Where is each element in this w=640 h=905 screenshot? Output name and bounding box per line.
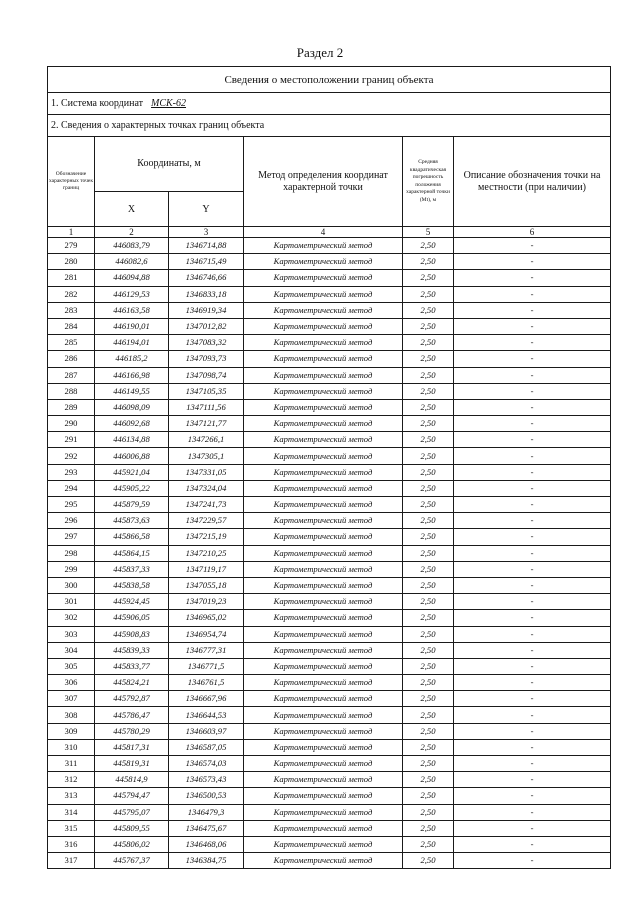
x-coordinate-cell: 445908,83 — [95, 626, 169, 642]
description-cell: - — [454, 497, 611, 513]
accuracy-cell: 2,50 — [403, 723, 454, 739]
y-coordinate-cell: 1347098,74 — [169, 367, 244, 383]
column-number: 5 — [403, 227, 454, 238]
x-coordinate-cell: 445873,63 — [95, 513, 169, 529]
accuracy-cell: 2,50 — [403, 594, 454, 610]
point-number-cell: 311 — [48, 756, 95, 772]
method-cell: Картометрический метод — [244, 836, 403, 852]
description-cell: - — [454, 513, 611, 529]
point-number-cell: 307 — [48, 691, 95, 707]
y-coordinate-cell: 1346777,31 — [169, 642, 244, 658]
accuracy-cell: 2,50 — [403, 286, 454, 302]
table-row — [48, 658, 611, 674]
x-coordinate-cell: 445824,21 — [95, 675, 169, 691]
table-row — [48, 238, 611, 254]
accuracy-cell: 2,50 — [403, 561, 454, 577]
y-coordinate-cell: 1346833,18 — [169, 286, 244, 302]
x-coordinate-cell: 446185,2 — [95, 351, 169, 367]
description-cell: - — [454, 756, 611, 772]
accuracy-cell: 2,50 — [403, 497, 454, 513]
description-cell: - — [454, 529, 611, 545]
accuracy-cell: 2,50 — [403, 642, 454, 658]
table-row — [48, 642, 611, 658]
table-row — [48, 270, 611, 286]
y-coordinate-cell: 1346468,06 — [169, 836, 244, 852]
x-coordinate-cell: 445809,55 — [95, 820, 169, 836]
y-coordinate-cell: 1347119,17 — [169, 561, 244, 577]
header-accuracy: Средняя квадратическая погрешность положения характерной точки (Mt), м — [403, 137, 454, 227]
method-cell: Картометрический метод — [244, 318, 403, 334]
table-row — [48, 513, 611, 529]
description-cell: - — [454, 448, 611, 464]
method-cell: Картометрический метод — [244, 675, 403, 691]
description-cell: - — [454, 772, 611, 788]
accuracy-cell: 2,50 — [403, 772, 454, 788]
table-row — [48, 432, 611, 448]
description-cell: - — [454, 707, 611, 723]
x-coordinate-cell: 446092,68 — [95, 416, 169, 432]
table-row — [48, 675, 611, 691]
x-coordinate-cell: 446134,88 — [95, 432, 169, 448]
point-number-cell: 284 — [48, 318, 95, 334]
table-row — [48, 756, 611, 772]
x-coordinate-cell: 445817,31 — [95, 739, 169, 755]
accuracy-cell: 2,50 — [403, 804, 454, 820]
accuracy-cell: 2,50 — [403, 448, 454, 464]
y-coordinate-cell: 1347229,57 — [169, 513, 244, 529]
description-cell: - — [454, 577, 611, 593]
accuracy-cell: 2,50 — [403, 270, 454, 286]
point-number-cell: 315 — [48, 820, 95, 836]
y-coordinate-cell: 1346603,97 — [169, 723, 244, 739]
accuracy-cell: 2,50 — [403, 529, 454, 545]
method-cell: Картометрический метод — [244, 707, 403, 723]
point-number-cell: 293 — [48, 464, 95, 480]
method-cell: Картометрический метод — [244, 820, 403, 836]
table-row — [48, 691, 611, 707]
point-number-cell: 299 — [48, 561, 95, 577]
banner-title: Сведения о местоположении границ объекта — [48, 67, 611, 93]
point-number-cell: 281 — [48, 270, 95, 286]
description-cell: - — [454, 254, 611, 270]
accuracy-cell: 2,50 — [403, 707, 454, 723]
point-number-cell: 305 — [48, 658, 95, 674]
table-row — [48, 561, 611, 577]
accuracy-cell: 2,50 — [403, 658, 454, 674]
y-coordinate-cell: 1346384,75 — [169, 853, 244, 869]
description-cell: - — [454, 836, 611, 852]
table-row — [48, 626, 611, 642]
point-number-cell: 317 — [48, 853, 95, 869]
section-title: Раздел 2 — [296, 45, 344, 60]
column-number: 4 — [244, 227, 403, 238]
method-cell: Картометрический метод — [244, 432, 403, 448]
table-row — [48, 594, 611, 610]
description-cell: - — [454, 286, 611, 302]
point-number-cell: 292 — [48, 448, 95, 464]
accuracy-cell: 2,50 — [403, 513, 454, 529]
table-row — [48, 772, 611, 788]
table-row — [48, 707, 611, 723]
method-cell: Картометрический метод — [244, 626, 403, 642]
point-number-cell: 309 — [48, 723, 95, 739]
x-coordinate-cell: 445806,02 — [95, 836, 169, 852]
header-point-number: Обозначение характерных точек границ — [48, 137, 95, 227]
method-cell: Картометрический метод — [244, 788, 403, 804]
y-coordinate-cell: 1346573,43 — [169, 772, 244, 788]
description-cell: - — [454, 302, 611, 318]
description-cell: - — [454, 238, 611, 254]
column-number: 3 — [169, 227, 244, 238]
header-method: Метод определения координат характерной точки — [244, 137, 403, 227]
method-cell: Картометрический метод — [244, 480, 403, 496]
y-coordinate-cell: 1347093,73 — [169, 351, 244, 367]
y-coordinate-cell: 1347055,18 — [169, 577, 244, 593]
description-cell: - — [454, 675, 611, 691]
y-coordinate-cell: 1347324,04 — [169, 480, 244, 496]
y-coordinate-cell: 1346667,96 — [169, 691, 244, 707]
column-number-row — [48, 227, 611, 238]
method-cell: Картометрический метод — [244, 691, 403, 707]
x-coordinate-cell: 445924,45 — [95, 594, 169, 610]
coordinate-system-value: МСК-62 — [151, 98, 187, 109]
accuracy-cell: 2,50 — [403, 610, 454, 626]
accuracy-cell: 2,50 — [403, 318, 454, 334]
accuracy-cell: 2,50 — [403, 416, 454, 432]
y-coordinate-cell: 1347266,1 — [169, 432, 244, 448]
accuracy-cell: 2,50 — [403, 464, 454, 480]
x-coordinate-cell: 445795,07 — [95, 804, 169, 820]
table-row — [48, 286, 611, 302]
method-cell: Картометрический метод — [244, 642, 403, 658]
table-row — [48, 497, 611, 513]
accuracy-cell: 2,50 — [403, 545, 454, 561]
description-cell: - — [454, 383, 611, 399]
table-row — [48, 723, 611, 739]
method-cell: Картометрический метод — [244, 756, 403, 772]
point-number-cell: 286 — [48, 351, 95, 367]
point-number-cell: 288 — [48, 383, 95, 399]
x-coordinate-cell: 445780,29 — [95, 723, 169, 739]
description-cell: - — [454, 853, 611, 869]
table-row — [48, 464, 611, 480]
accuracy-cell: 2,50 — [403, 351, 454, 367]
point-number-cell: 296 — [48, 513, 95, 529]
method-cell: Картометрический метод — [244, 577, 403, 593]
accuracy-cell: 2,50 — [403, 836, 454, 852]
x-coordinate-cell: 446098,09 — [95, 399, 169, 415]
x-coordinate-cell: 445792,87 — [95, 691, 169, 707]
table-row — [48, 351, 611, 367]
y-coordinate-cell: 1347331,05 — [169, 464, 244, 480]
method-cell: Картометрический метод — [244, 739, 403, 755]
method-cell: Картометрический метод — [244, 367, 403, 383]
description-cell: - — [454, 739, 611, 755]
description-cell: - — [454, 464, 611, 480]
x-coordinate-cell: 446082,6 — [95, 254, 169, 270]
y-coordinate-cell: 1346761,5 — [169, 675, 244, 691]
accuracy-cell: 2,50 — [403, 756, 454, 772]
accuracy-cell: 2,50 — [403, 335, 454, 351]
method-cell: Картометрический метод — [244, 497, 403, 513]
x-coordinate-cell: 446149,55 — [95, 383, 169, 399]
point-number-cell: 280 — [48, 254, 95, 270]
y-coordinate-cell: 1347241,73 — [169, 497, 244, 513]
table-row — [48, 788, 611, 804]
point-number-cell: 300 — [48, 577, 95, 593]
description-cell: - — [454, 335, 611, 351]
point-number-cell: 287 — [48, 367, 95, 383]
point-number-cell: 303 — [48, 626, 95, 642]
table-row — [48, 367, 611, 383]
description-cell: - — [454, 788, 611, 804]
method-cell: Картометрический метод — [244, 610, 403, 626]
x-coordinate-cell: 445921,04 — [95, 464, 169, 480]
accuracy-cell: 2,50 — [403, 626, 454, 642]
y-coordinate-cell: 1346746,66 — [169, 270, 244, 286]
method-cell: Картометрический метод — [244, 448, 403, 464]
method-cell: Картометрический метод — [244, 529, 403, 545]
point-number-cell: 295 — [48, 497, 95, 513]
method-cell: Картометрический метод — [244, 270, 403, 286]
method-cell: Картометрический метод — [244, 335, 403, 351]
description-cell: - — [454, 723, 611, 739]
x-coordinate-cell: 446163,58 — [95, 302, 169, 318]
point-number-cell: 279 — [48, 238, 95, 254]
description-cell: - — [454, 820, 611, 836]
x-coordinate-cell: 445906,05 — [95, 610, 169, 626]
table-row — [48, 383, 611, 399]
accuracy-cell: 2,50 — [403, 820, 454, 836]
description-cell: - — [454, 594, 611, 610]
description-cell: - — [454, 270, 611, 286]
x-coordinate-cell: 445833,77 — [95, 658, 169, 674]
description-cell: - — [454, 804, 611, 820]
y-coordinate-cell: 1346965,02 — [169, 610, 244, 626]
table-row — [48, 853, 611, 869]
accuracy-cell: 2,50 — [403, 302, 454, 318]
point-number-cell: 289 — [48, 399, 95, 415]
method-cell: Картометрический метод — [244, 238, 403, 254]
y-coordinate-cell: 1346771,5 — [169, 658, 244, 674]
accuracy-cell: 2,50 — [403, 399, 454, 415]
description-cell: - — [454, 561, 611, 577]
y-coordinate-cell: 1347083,32 — [169, 335, 244, 351]
description-cell: - — [454, 610, 611, 626]
description-cell: - — [454, 658, 611, 674]
y-coordinate-cell: 1347012,82 — [169, 318, 244, 334]
method-cell: Картометрический метод — [244, 383, 403, 399]
x-coordinate-cell: 445767,37 — [95, 853, 169, 869]
x-coordinate-cell: 446083,79 — [95, 238, 169, 254]
x-coordinate-cell: 445864,15 — [95, 545, 169, 561]
y-coordinate-cell: 1347305,1 — [169, 448, 244, 464]
x-coordinate-cell: 445837,33 — [95, 561, 169, 577]
method-cell: Картометрический метод — [244, 464, 403, 480]
method-cell: Картометрический метод — [244, 853, 403, 869]
x-coordinate-cell: 446094,88 — [95, 270, 169, 286]
point-number-cell: 310 — [48, 739, 95, 755]
point-number-cell: 298 — [48, 545, 95, 561]
accuracy-cell: 2,50 — [403, 367, 454, 383]
point-number-cell: 316 — [48, 836, 95, 852]
x-coordinate-cell: 445838,58 — [95, 577, 169, 593]
table-row — [48, 804, 611, 820]
accuracy-cell: 2,50 — [403, 788, 454, 804]
boundary-points-table — [47, 66, 611, 869]
x-coordinate-cell: 445866,58 — [95, 529, 169, 545]
description-cell: - — [454, 318, 611, 334]
description-cell: - — [454, 626, 611, 642]
description-cell: - — [454, 545, 611, 561]
table-row — [48, 302, 611, 318]
y-coordinate-cell: 1346475,67 — [169, 820, 244, 836]
y-coordinate-cell: 1347105,35 — [169, 383, 244, 399]
header-description: Описание обозначения точки на местности (при наличии) — [454, 137, 611, 227]
x-coordinate-cell: 445786,47 — [95, 707, 169, 723]
method-cell: Картометрический метод — [244, 772, 403, 788]
y-coordinate-cell: 1346919,34 — [169, 302, 244, 318]
y-coordinate-cell: 1346500,53 — [169, 788, 244, 804]
y-coordinate-cell: 1346714,88 — [169, 238, 244, 254]
table-row — [48, 610, 611, 626]
description-cell: - — [454, 480, 611, 496]
header-y: Y — [169, 192, 244, 227]
table-row — [48, 480, 611, 496]
method-cell: Картометрический метод — [244, 399, 403, 415]
y-coordinate-cell: 1346715,49 — [169, 254, 244, 270]
x-coordinate-cell: 445905,22 — [95, 480, 169, 496]
table-row — [48, 577, 611, 593]
table-row — [48, 448, 611, 464]
table-row — [48, 254, 611, 270]
method-cell: Картометрический метод — [244, 286, 403, 302]
x-coordinate-cell: 446194,01 — [95, 335, 169, 351]
description-cell: - — [454, 691, 611, 707]
description-cell: - — [454, 367, 611, 383]
accuracy-cell: 2,50 — [403, 675, 454, 691]
accuracy-cell: 2,50 — [403, 254, 454, 270]
point-number-cell: 312 — [48, 772, 95, 788]
points-caption: 2. Сведения о характерных точках границ объекта — [48, 115, 611, 137]
table-row — [48, 739, 611, 755]
method-cell: Картометрический метод — [244, 545, 403, 561]
accuracy-cell: 2,50 — [403, 739, 454, 755]
accuracy-cell: 2,50 — [403, 577, 454, 593]
point-rows — [48, 238, 611, 869]
x-coordinate-cell: 446006,88 — [95, 448, 169, 464]
description-cell: - — [454, 399, 611, 415]
header-coordinates: Координаты, м — [95, 137, 244, 192]
method-cell: Картометрический метод — [244, 723, 403, 739]
point-number-cell: 290 — [48, 416, 95, 432]
y-coordinate-cell: 1347121,77 — [169, 416, 244, 432]
x-coordinate-cell: 445879,59 — [95, 497, 169, 513]
table-row — [48, 836, 611, 852]
point-number-cell: 285 — [48, 335, 95, 351]
point-number-cell: 294 — [48, 480, 95, 496]
x-coordinate-cell: 445794,47 — [95, 788, 169, 804]
point-number-cell: 282 — [48, 286, 95, 302]
point-number-cell: 313 — [48, 788, 95, 804]
y-coordinate-cell: 1347111,56 — [169, 399, 244, 415]
y-coordinate-cell: 1346574,03 — [169, 756, 244, 772]
method-cell: Картометрический метод — [244, 416, 403, 432]
column-number: 6 — [454, 227, 611, 238]
point-number-cell: 297 — [48, 529, 95, 545]
description-cell: - — [454, 416, 611, 432]
header-x: X — [95, 192, 169, 227]
description-cell: - — [454, 432, 611, 448]
table-row — [48, 820, 611, 836]
point-number-cell: 301 — [48, 594, 95, 610]
column-number: 2 — [95, 227, 169, 238]
x-coordinate-cell: 446166,98 — [95, 367, 169, 383]
accuracy-cell: 2,50 — [403, 853, 454, 869]
point-number-cell: 308 — [48, 707, 95, 723]
accuracy-cell: 2,50 — [403, 432, 454, 448]
table-row — [48, 529, 611, 545]
method-cell: Картометрический метод — [244, 804, 403, 820]
point-number-cell: 291 — [48, 432, 95, 448]
table-row — [48, 416, 611, 432]
x-coordinate-cell: 446129,53 — [95, 286, 169, 302]
method-cell: Картометрический метод — [244, 254, 403, 270]
point-number-cell: 302 — [48, 610, 95, 626]
accuracy-cell: 2,50 — [403, 383, 454, 399]
x-coordinate-cell: 445814,9 — [95, 772, 169, 788]
method-cell: Картометрический метод — [244, 302, 403, 318]
table-row — [48, 399, 611, 415]
accuracy-cell: 2,50 — [403, 691, 454, 707]
table-row — [48, 335, 611, 351]
method-cell: Картометрический метод — [244, 561, 403, 577]
y-coordinate-cell: 1346954,74 — [169, 626, 244, 642]
accuracy-cell: 2,50 — [403, 480, 454, 496]
point-number-cell: 314 — [48, 804, 95, 820]
y-coordinate-cell: 1346644,53 — [169, 707, 244, 723]
point-number-cell: 283 — [48, 302, 95, 318]
y-coordinate-cell: 1347019,23 — [169, 594, 244, 610]
x-coordinate-cell: 445839,33 — [95, 642, 169, 658]
y-coordinate-cell: 1346479,3 — [169, 804, 244, 820]
method-cell: Картометрический метод — [244, 658, 403, 674]
method-cell: Картометрический метод — [244, 513, 403, 529]
coordinate-system-label: 1. Система координат — [51, 98, 144, 109]
method-cell: Картометрический метод — [244, 594, 403, 610]
column-number: 1 — [48, 227, 95, 238]
accuracy-cell: 2,50 — [403, 238, 454, 254]
coordinate-system-row — [48, 93, 611, 115]
point-number-cell: 306 — [48, 675, 95, 691]
y-coordinate-cell: 1347215,19 — [169, 529, 244, 545]
description-cell: - — [454, 351, 611, 367]
table-row — [48, 318, 611, 334]
x-coordinate-cell: 446190,01 — [95, 318, 169, 334]
description-cell: - — [454, 642, 611, 658]
method-cell: Картометрический метод — [244, 351, 403, 367]
point-number-cell: 304 — [48, 642, 95, 658]
y-coordinate-cell: 1346587,05 — [169, 739, 244, 755]
table-row — [48, 545, 611, 561]
x-coordinate-cell: 445819,31 — [95, 756, 169, 772]
y-coordinate-cell: 1347210,25 — [169, 545, 244, 561]
